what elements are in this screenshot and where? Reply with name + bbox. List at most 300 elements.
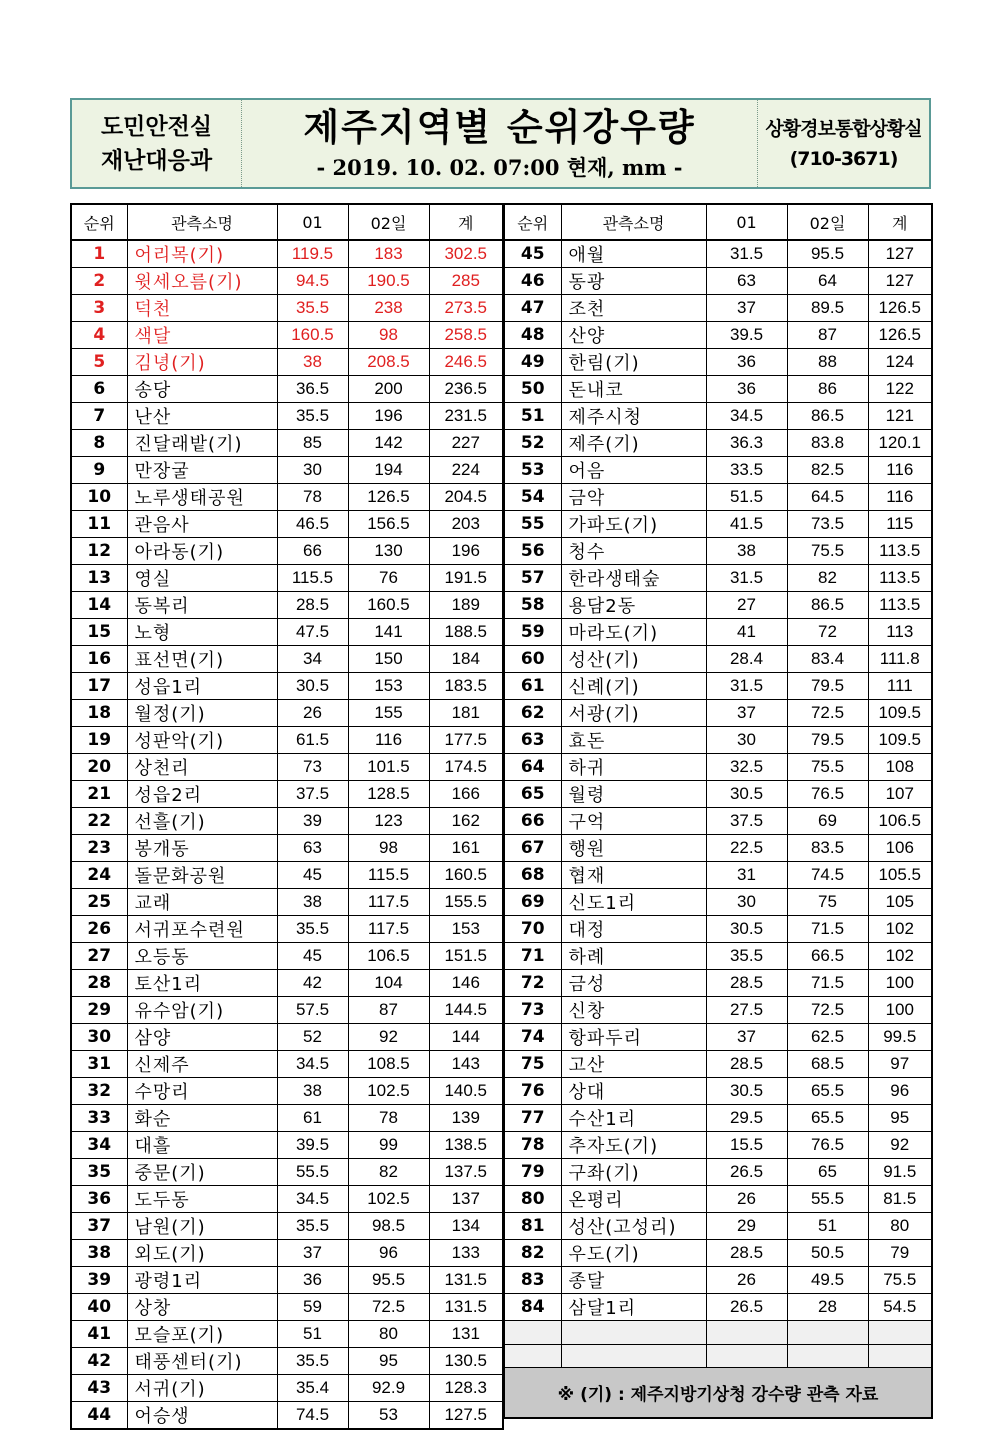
- table-row: [71, 1051, 503, 1078]
- day01-cell: 119.5: [277, 240, 348, 268]
- day02-cell: 142: [348, 430, 429, 457]
- total-cell: 236.5: [429, 376, 503, 403]
- day02-cell: 50.5: [787, 1240, 868, 1267]
- station-cell: 온평리: [561, 1186, 706, 1213]
- day02-cell: 28: [787, 1294, 868, 1321]
- station-cell: 윗세오름(기): [127, 268, 277, 295]
- table-row: [71, 1402, 503, 1430]
- table-row: [71, 889, 503, 916]
- table-row: [504, 1132, 932, 1159]
- rank-cell: 12: [71, 538, 127, 565]
- station-cell: 월령: [561, 781, 706, 808]
- day02-cell: 75: [787, 889, 868, 916]
- station-cell: 수망리: [127, 1078, 277, 1105]
- total-cell: 160.5: [429, 862, 503, 889]
- station-cell: 용담2동: [561, 592, 706, 619]
- total-cell: 231.5: [429, 403, 503, 430]
- rank-cell: 60: [504, 646, 561, 673]
- rank-cell: 68: [504, 862, 561, 889]
- rank-cell: 40: [71, 1294, 127, 1321]
- station-cell: 구억: [561, 808, 706, 835]
- day02-cell: 141: [348, 619, 429, 646]
- day02-cell: 86.5: [787, 403, 868, 430]
- empty-cell: [706, 1344, 787, 1368]
- total-cell: 131: [429, 1321, 503, 1348]
- day01-cell: 55.5: [277, 1159, 348, 1186]
- total-cell: 116: [868, 484, 932, 511]
- station-cell: 금성: [561, 970, 706, 997]
- rank-cell: 35: [71, 1159, 127, 1186]
- station-cell: 중문(기): [127, 1159, 277, 1186]
- day02-cell: 83.4: [787, 646, 868, 673]
- table-row: [71, 376, 503, 403]
- day01-cell: 41.5: [706, 511, 787, 538]
- day02-cell: 69: [787, 808, 868, 835]
- table-row: [71, 997, 503, 1024]
- day01-cell: 115.5: [277, 565, 348, 592]
- table-row: [504, 646, 932, 673]
- day01-cell: 38: [706, 538, 787, 565]
- day02-cell: 98: [348, 835, 429, 862]
- total-header: 계: [868, 204, 932, 240]
- station-cell: 화순: [127, 1105, 277, 1132]
- rank-cell: 62: [504, 700, 561, 727]
- day02-cell: 62.5: [787, 1024, 868, 1051]
- total-cell: 133: [429, 1240, 503, 1267]
- table-row: [71, 1375, 503, 1402]
- table-row: [71, 835, 503, 862]
- empty-cell: [561, 1344, 706, 1368]
- table-row: [504, 1213, 932, 1240]
- station-cell: 토산1리: [127, 970, 277, 997]
- rank-cell: 16: [71, 646, 127, 673]
- day02-cell: 160.5: [348, 592, 429, 619]
- rank-cell: 71: [504, 943, 561, 970]
- station-cell: 동복리: [127, 592, 277, 619]
- station-cell: 서귀(기): [127, 1375, 277, 1402]
- day01-cell: 35.5: [277, 295, 348, 322]
- table-row: [504, 619, 932, 646]
- day01-cell: 66: [277, 538, 348, 565]
- day01-cell: 26: [277, 700, 348, 727]
- day01-header: 01: [277, 204, 348, 240]
- day02-cell: 194: [348, 457, 429, 484]
- table-row: [71, 1348, 503, 1375]
- day02-cell: 96: [348, 1240, 429, 1267]
- office-name: 상황경보통합상황실: [765, 117, 922, 140]
- day01-cell: 36: [277, 1267, 348, 1294]
- total-cell: 137: [429, 1186, 503, 1213]
- day01-cell: 37: [706, 1024, 787, 1051]
- day01-header: 01: [706, 204, 787, 240]
- rank-cell: 56: [504, 538, 561, 565]
- table-row: [504, 1105, 932, 1132]
- day01-cell: 34: [277, 646, 348, 673]
- office-phone: (710-3671): [789, 147, 898, 170]
- day01-cell: 35.5: [277, 403, 348, 430]
- station-cell: 협재: [561, 862, 706, 889]
- total-cell: 111: [868, 673, 932, 700]
- day01-cell: 26.5: [706, 1159, 787, 1186]
- table-row: [504, 700, 932, 727]
- day01-cell: 78: [277, 484, 348, 511]
- table-row: [71, 457, 503, 484]
- station-cell: 유수암(기): [127, 997, 277, 1024]
- rainfall-rows-left: [71, 240, 503, 1429]
- station-cell: 성산(고성리): [561, 1213, 706, 1240]
- day02-cell: 115.5: [348, 862, 429, 889]
- day01-cell: 35.5: [277, 916, 348, 943]
- rank-cell: 82: [504, 1240, 561, 1267]
- day01-cell: 73: [277, 754, 348, 781]
- day02-cell: 83.5: [787, 835, 868, 862]
- total-cell: 162: [429, 808, 503, 835]
- station-cell: 산양: [561, 322, 706, 349]
- day02-cell: 116: [348, 727, 429, 754]
- day01-cell: 94.5: [277, 268, 348, 295]
- total-cell: 196: [429, 538, 503, 565]
- total-cell: 122: [868, 376, 932, 403]
- station-cell: 어음: [561, 457, 706, 484]
- rank-cell: 57: [504, 565, 561, 592]
- rank-cell: 66: [504, 808, 561, 835]
- rank-cell: 18: [71, 700, 127, 727]
- table-row: [504, 1186, 932, 1213]
- total-cell: 224: [429, 457, 503, 484]
- table-row: [71, 1267, 503, 1294]
- total-cell: 203: [429, 511, 503, 538]
- rank-cell: 79: [504, 1159, 561, 1186]
- rank-cell: 59: [504, 619, 561, 646]
- rank-cell: 28: [71, 970, 127, 997]
- day02-header: 02일: [348, 204, 429, 240]
- total-cell: 138.5: [429, 1132, 503, 1159]
- station-cell: 수산1리: [561, 1105, 706, 1132]
- empty-cell: [504, 1321, 561, 1345]
- total-cell: 285: [429, 268, 503, 295]
- total-cell: 127.5: [429, 1402, 503, 1430]
- total-cell: 96: [868, 1078, 932, 1105]
- station-cell: 상천리: [127, 754, 277, 781]
- station-cell: 성읍1리: [127, 673, 277, 700]
- rank-cell: 54: [504, 484, 561, 511]
- day02-cell: 72.5: [348, 1294, 429, 1321]
- day02-cell: 64: [787, 268, 868, 295]
- rank-cell: 9: [71, 457, 127, 484]
- station-cell: 성판악(기): [127, 727, 277, 754]
- station-cell: 신도1리: [561, 889, 706, 916]
- table-row: [504, 673, 932, 700]
- page-title: 제주지역별 순위강우량: [303, 105, 696, 149]
- day02-cell: 117.5: [348, 889, 429, 916]
- table-row: [504, 349, 932, 376]
- total-cell: 139: [429, 1105, 503, 1132]
- rank-cell: 15: [71, 619, 127, 646]
- total-cell: 113: [868, 619, 932, 646]
- day02-cell: 88: [787, 349, 868, 376]
- station-cell: 진달래밭(기): [127, 430, 277, 457]
- table-row: [504, 430, 932, 457]
- table-row: [504, 403, 932, 430]
- table-row: [504, 484, 932, 511]
- station-cell: 서광(기): [561, 700, 706, 727]
- day02-cell: 89.5: [787, 295, 868, 322]
- source-note: ※ (기) : 제주지방기상청 강수량 관측 자료: [504, 1368, 932, 1418]
- day01-cell: 41: [706, 619, 787, 646]
- station-cell: 대정: [561, 916, 706, 943]
- station-cell: 모슬포(기): [127, 1321, 277, 1348]
- total-cell: 100: [868, 970, 932, 997]
- empty-cell: [561, 1321, 706, 1345]
- day01-cell: 28.5: [706, 1051, 787, 1078]
- total-cell: 127: [868, 240, 932, 268]
- table-row: [504, 889, 932, 916]
- table-row: [71, 295, 503, 322]
- table-row: [504, 781, 932, 808]
- station-cell: 태풍센터(기): [127, 1348, 277, 1375]
- table-row: [71, 970, 503, 997]
- day01-cell: 160.5: [277, 322, 348, 349]
- rank-cell: 52: [504, 430, 561, 457]
- total-cell: 113.5: [868, 538, 932, 565]
- station-cell: 남원(기): [127, 1213, 277, 1240]
- day02-cell: 196: [348, 403, 429, 430]
- station-cell: 만장굴: [127, 457, 277, 484]
- day02-cell: 87: [787, 322, 868, 349]
- day02-cell: 104: [348, 970, 429, 997]
- station-cell: 봉개동: [127, 835, 277, 862]
- table-row: [71, 808, 503, 835]
- rank-cell: 32: [71, 1078, 127, 1105]
- rank-cell: 69: [504, 889, 561, 916]
- day02-cell: 64.5: [787, 484, 868, 511]
- day01-cell: 30.5: [706, 916, 787, 943]
- table-row: [71, 916, 503, 943]
- day01-cell: 51.5: [706, 484, 787, 511]
- day02-cell: 130: [348, 538, 429, 565]
- rank-cell: 44: [71, 1402, 127, 1430]
- day01-cell: 47.5: [277, 619, 348, 646]
- table-row: [504, 1267, 932, 1294]
- table-row: [504, 1159, 932, 1186]
- rank-cell: 37: [71, 1213, 127, 1240]
- total-cell: 105.5: [868, 862, 932, 889]
- day01-cell: 34.5: [706, 403, 787, 430]
- day01-cell: 31.5: [706, 673, 787, 700]
- day01-cell: 28.5: [706, 970, 787, 997]
- rank-cell: 51: [504, 403, 561, 430]
- day02-cell: 102.5: [348, 1078, 429, 1105]
- day01-cell: 85: [277, 430, 348, 457]
- day01-cell: 37: [706, 700, 787, 727]
- station-cell: 표선면(기): [127, 646, 277, 673]
- day02-cell: 73.5: [787, 511, 868, 538]
- rank-cell: 49: [504, 349, 561, 376]
- day01-cell: 35.4: [277, 1375, 348, 1402]
- table-row: [71, 943, 503, 970]
- station-cell: 상창: [127, 1294, 277, 1321]
- day01-cell: 37.5: [706, 808, 787, 835]
- day02-cell: 65.5: [787, 1105, 868, 1132]
- total-cell: 302.5: [429, 240, 503, 268]
- rank-cell: 43: [71, 1375, 127, 1402]
- rank-cell: 31: [71, 1051, 127, 1078]
- day02-cell: 98.5: [348, 1213, 429, 1240]
- total-cell: 108: [868, 754, 932, 781]
- total-cell: 126.5: [868, 322, 932, 349]
- table-row: [504, 916, 932, 943]
- total-cell: 131.5: [429, 1267, 503, 1294]
- station-cell: 고산: [561, 1051, 706, 1078]
- day02-cell: 72.5: [787, 700, 868, 727]
- day02-cell: 87: [348, 997, 429, 1024]
- day02-cell: 75.5: [787, 754, 868, 781]
- table-row: [504, 862, 932, 889]
- total-cell: 106.5: [868, 808, 932, 835]
- day02-cell: 238: [348, 295, 429, 322]
- rank-cell: 67: [504, 835, 561, 862]
- table-row: [71, 538, 503, 565]
- department-name: 도민안전실: [100, 113, 213, 140]
- station-cell: 난산: [127, 403, 277, 430]
- table-row: [71, 1213, 503, 1240]
- total-cell: 126.5: [868, 295, 932, 322]
- rank-cell: 58: [504, 592, 561, 619]
- day01-cell: 22.5: [706, 835, 787, 862]
- table-row: [71, 349, 503, 376]
- station-cell: 성읍2리: [127, 781, 277, 808]
- day02-cell: 68.5: [787, 1051, 868, 1078]
- day02-cell: 82: [787, 565, 868, 592]
- day02-cell: 51: [787, 1213, 868, 1240]
- station-header: 관측소명: [561, 204, 706, 240]
- table-row: [504, 538, 932, 565]
- day01-cell: 39.5: [277, 1132, 348, 1159]
- total-cell: 102: [868, 943, 932, 970]
- day01-cell: 27.5: [706, 997, 787, 1024]
- table-row: [504, 997, 932, 1024]
- table-row: [504, 1078, 932, 1105]
- rank-cell: 81: [504, 1213, 561, 1240]
- table-row: [71, 646, 503, 673]
- rank-cell: 11: [71, 511, 127, 538]
- day02-cell: 76.5: [787, 781, 868, 808]
- day02-cell: 76: [348, 565, 429, 592]
- day01-cell: 36.5: [277, 376, 348, 403]
- rank-cell: 70: [504, 916, 561, 943]
- rank-cell: 8: [71, 430, 127, 457]
- total-cell: 155.5: [429, 889, 503, 916]
- day01-cell: 30: [706, 727, 787, 754]
- rank-cell: 22: [71, 808, 127, 835]
- day02-cell: 83.8: [787, 430, 868, 457]
- station-cell: 한림(기): [561, 349, 706, 376]
- rank-cell: 30: [71, 1024, 127, 1051]
- station-cell: 가파도(기): [561, 511, 706, 538]
- day02-cell: 49.5: [787, 1267, 868, 1294]
- rank-cell: 64: [504, 754, 561, 781]
- total-cell: 131.5: [429, 1294, 503, 1321]
- total-cell: 143: [429, 1051, 503, 1078]
- station-cell: 관음사: [127, 511, 277, 538]
- rank-cell: 74: [504, 1024, 561, 1051]
- table-row: [71, 240, 503, 268]
- rank-cell: 84: [504, 1294, 561, 1321]
- station-cell: 어리목(기): [127, 240, 277, 268]
- rank-header: 순위: [504, 204, 561, 240]
- station-cell: 우도(기): [561, 1240, 706, 1267]
- station-cell: 종달: [561, 1267, 706, 1294]
- total-cell: 111.8: [868, 646, 932, 673]
- station-cell: 하귀: [561, 754, 706, 781]
- day01-cell: 26: [706, 1186, 787, 1213]
- total-cell: 75.5: [868, 1267, 932, 1294]
- total-cell: 120.1: [868, 430, 932, 457]
- day02-cell: 79.5: [787, 727, 868, 754]
- day02-cell: 208.5: [348, 349, 429, 376]
- station-cell: 대흘: [127, 1132, 277, 1159]
- empty-cell: [868, 1321, 932, 1345]
- table-row: [71, 673, 503, 700]
- day01-cell: 30: [706, 889, 787, 916]
- station-cell: 구좌(기): [561, 1159, 706, 1186]
- total-cell: 166: [429, 781, 503, 808]
- day01-cell: 63: [277, 835, 348, 862]
- rainfall-table-right: [503, 203, 933, 1419]
- rank-cell: 14: [71, 592, 127, 619]
- station-cell: 색달: [127, 322, 277, 349]
- total-cell: 102: [868, 916, 932, 943]
- total-cell: 146: [429, 970, 503, 997]
- empty-cell: [787, 1344, 868, 1368]
- day01-cell: 74.5: [277, 1402, 348, 1430]
- rainfall-table-left: [70, 203, 504, 1430]
- day02-cell: 190.5: [348, 268, 429, 295]
- day02-cell: 71.5: [787, 970, 868, 997]
- day02-cell: 75.5: [787, 538, 868, 565]
- day01-cell: 32.5: [706, 754, 787, 781]
- rank-cell: 45: [504, 240, 561, 268]
- table-row: [504, 835, 932, 862]
- total-cell: 144: [429, 1024, 503, 1051]
- table-row: [504, 322, 932, 349]
- total-cell: 80: [868, 1213, 932, 1240]
- day02-cell: 79.5: [787, 673, 868, 700]
- table-row: [71, 322, 503, 349]
- station-cell: 서귀포수련원: [127, 916, 277, 943]
- day02-cell: 86.5: [787, 592, 868, 619]
- total-cell: 99.5: [868, 1024, 932, 1051]
- rank-cell: 26: [71, 916, 127, 943]
- station-cell: 외도(기): [127, 1240, 277, 1267]
- rank-cell: 48: [504, 322, 561, 349]
- table-header-row: [504, 204, 932, 240]
- total-cell: 130.5: [429, 1348, 503, 1375]
- rank-cell: 19: [71, 727, 127, 754]
- day01-cell: 36: [706, 349, 787, 376]
- day01-cell: 36.3: [706, 430, 787, 457]
- station-cell: 금악: [561, 484, 706, 511]
- table-row: [71, 1186, 503, 1213]
- table-row: [504, 1024, 932, 1051]
- rank-cell: 5: [71, 349, 127, 376]
- table-row: [504, 240, 932, 268]
- day02-cell: 156.5: [348, 511, 429, 538]
- table-row: [504, 592, 932, 619]
- day01-cell: 37: [277, 1240, 348, 1267]
- total-cell: 258.5: [429, 322, 503, 349]
- station-cell: 애월: [561, 240, 706, 268]
